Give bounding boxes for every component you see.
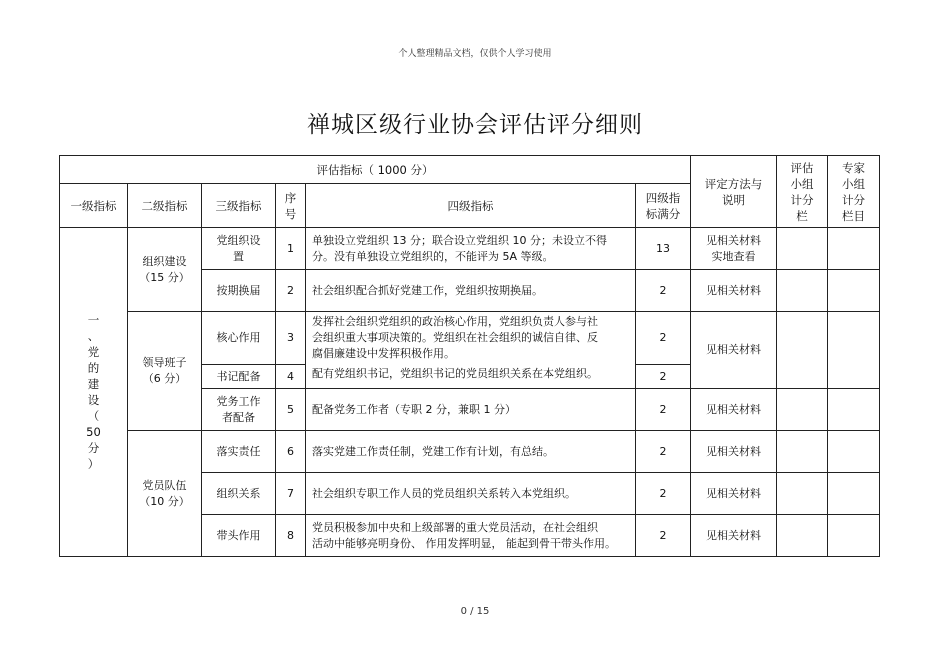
- expert-score-cell[interactable]: [828, 312, 880, 389]
- header-expert-line3: 计分: [842, 192, 865, 207]
- method-cell: 见相关材料: [691, 312, 777, 389]
- level1-char: 分: [87, 441, 100, 455]
- level1-char: 一: [87, 313, 100, 327]
- eval-score-cell[interactable]: [777, 473, 828, 515]
- score-cell: 2: [636, 515, 691, 557]
- eval-score-cell[interactable]: [777, 270, 828, 312]
- table-row: [60, 228, 880, 270]
- level4-line: 党员积极参加中央和上级部署的重大党员活动，在社会组织: [312, 520, 598, 534]
- method-line: 实地查看: [711, 249, 756, 263]
- header-row-1: [60, 156, 880, 184]
- seq-cell: 8: [276, 515, 306, 557]
- header-expert-line1: 专家: [842, 160, 865, 175]
- seq-cell: 3: [276, 312, 306, 365]
- level1-char: 设: [87, 393, 100, 407]
- eval-score-cell[interactable]: [777, 228, 828, 270]
- level2-name: 党员队伍: [142, 478, 187, 492]
- header-eval-line2: 小组: [790, 176, 814, 191]
- level4-line: 会组织重大事项决策的。党组织在社会组织的诚信自律、反: [312, 331, 598, 344]
- method-cell: 见相关材料: [691, 473, 777, 515]
- score-cell: 2: [636, 270, 691, 312]
- method-cell: [691, 228, 777, 270]
- level3-cell: 书记配备: [202, 365, 276, 389]
- level3-cell: [202, 389, 276, 431]
- level2-score: （10 分）: [139, 494, 190, 508]
- level3-cell: 带头作用: [202, 515, 276, 557]
- header-expert-line4: 栏目: [842, 208, 865, 223]
- header-method-line1: 评定方法与: [704, 176, 763, 191]
- level1-char: 的: [87, 361, 100, 375]
- level3-line: 者配备: [222, 410, 255, 424]
- header-eval-line4: 栏: [796, 208, 808, 223]
- expert-score-cell[interactable]: [828, 473, 880, 515]
- score-cell: 2: [636, 389, 691, 431]
- header-eval-score: [777, 156, 828, 228]
- header-level1: 一级指标: [60, 184, 128, 228]
- score-cell: 2: [636, 431, 691, 473]
- header-expert-line2: 小组: [842, 176, 865, 191]
- level4-cell: 配备党务工作者（专职 2 分，兼职 1 分）: [306, 389, 636, 431]
- level4-cell: 社会组织专职工作人员的党员组织关系转入本党组织。: [306, 473, 636, 515]
- eval-score-cell[interactable]: [777, 389, 828, 431]
- level3-cell: 核心作用: [202, 312, 276, 365]
- level1-char: ）: [87, 457, 100, 471]
- seq-cell: 5: [276, 389, 306, 431]
- level3-cell: 组织关系: [202, 473, 276, 515]
- watermark-text: 个人整理精品文档，仅供个人学习使用: [398, 49, 552, 59]
- header-level4-score: [636, 184, 691, 228]
- level3-cell: 落实责任: [202, 431, 276, 473]
- expert-score-cell[interactable]: [828, 515, 880, 557]
- header-eval-line1: 评估: [790, 160, 814, 175]
- expert-score-cell[interactable]: [828, 389, 880, 431]
- header-level2: 二级指标: [128, 184, 202, 228]
- document-title: 禅城区级行业协会评估评分细则: [307, 112, 643, 138]
- method-cell: 见相关材料: [691, 515, 777, 557]
- level1-cell: [60, 228, 128, 557]
- method-cell: 见相关材料: [691, 270, 777, 312]
- header-eval-line3: 计分: [790, 192, 814, 207]
- level3-cell: 按期换届: [202, 270, 276, 312]
- header-level4: 四级指标: [306, 184, 636, 228]
- level1-char: 、: [87, 329, 100, 343]
- expert-score-cell[interactable]: [828, 270, 880, 312]
- level3-line: 置: [233, 249, 244, 263]
- level2-cell: [128, 431, 202, 557]
- page-number: 0 / 15: [460, 606, 490, 617]
- level3-line: 党组织设: [216, 233, 261, 247]
- level1-char: 党: [87, 345, 100, 359]
- level1-char: 50: [86, 425, 101, 439]
- score-cell: 2: [636, 312, 691, 365]
- level2-cell: [128, 228, 202, 312]
- level3-cell: [202, 228, 276, 270]
- score-cell: 2: [636, 365, 691, 389]
- method-cell: 见相关材料: [691, 431, 777, 473]
- header-seq: 序号: [276, 184, 306, 228]
- seq-cell: 7: [276, 473, 306, 515]
- level2-name: 领导班子: [142, 356, 187, 369]
- score-cell: 13: [636, 228, 691, 270]
- level4-line: 发挥社会组织党组织的政治核心作用，党组织负责人参与社: [312, 315, 598, 328]
- level4-cell: [306, 515, 636, 557]
- expert-score-cell[interactable]: [828, 431, 880, 473]
- eval-score-cell[interactable]: [777, 515, 828, 557]
- level4-cell: 社会组织配合抓好党建工作，党组织按期换届。: [306, 270, 636, 312]
- eval-score-cell[interactable]: [777, 312, 828, 389]
- level1-char: （: [87, 409, 100, 423]
- header-level4-score-line2: 标满分: [645, 206, 681, 221]
- header-group-label: 评估指标（ 1000 分）: [60, 156, 691, 184]
- scoring-table: [59, 155, 880, 557]
- level4-line: 配有党组织书记，党组织书记的党员组织关系在本党组织。: [312, 367, 598, 380]
- eval-score-cell[interactable]: [777, 431, 828, 473]
- level4-line: 腐倡廉建设中发挥积极作用。: [312, 347, 455, 360]
- level4-cell: [306, 312, 636, 389]
- expert-score-cell[interactable]: [828, 228, 880, 270]
- level4-cell: 落实党建工作责任制，党建工作有计划，有总结。: [306, 431, 636, 473]
- level4-cell: [306, 228, 636, 270]
- seq-cell: 6: [276, 431, 306, 473]
- seq-cell: 4: [276, 365, 306, 389]
- seq-cell: 2: [276, 270, 306, 312]
- level2-score: （6 分）: [142, 372, 187, 385]
- level4-line: 活动中能够亮明身份、 作用发挥明显， 能起到骨干带头作用。: [312, 536, 616, 550]
- level2-cell: [128, 312, 202, 431]
- header-method: [691, 156, 777, 228]
- method-line: 见相关材料: [706, 233, 761, 247]
- header-level4-score-line1: 四级指: [645, 190, 681, 205]
- score-cell: 2: [636, 473, 691, 515]
- header-method-line2: 说明: [722, 192, 745, 207]
- header-expert-score: [828, 156, 880, 228]
- table-row: [60, 431, 880, 473]
- seq-cell: 1: [276, 228, 306, 270]
- level4-line: 单独设立党组织 13 分；联合设立党组织 10 分；未设立不得: [312, 233, 607, 247]
- table-row: [60, 312, 880, 365]
- level1-char: 建: [87, 377, 100, 391]
- header-level3: 三级指标: [202, 184, 276, 228]
- level4-line: 分。没有单独设立党组织的，不能评为 5A 等级。: [312, 249, 554, 263]
- level2-name: 组织建设: [142, 254, 187, 268]
- level2-score: （15 分）: [139, 270, 190, 284]
- method-cell: 见相关材料: [691, 389, 777, 431]
- level3-line: 党务工作: [216, 394, 261, 408]
